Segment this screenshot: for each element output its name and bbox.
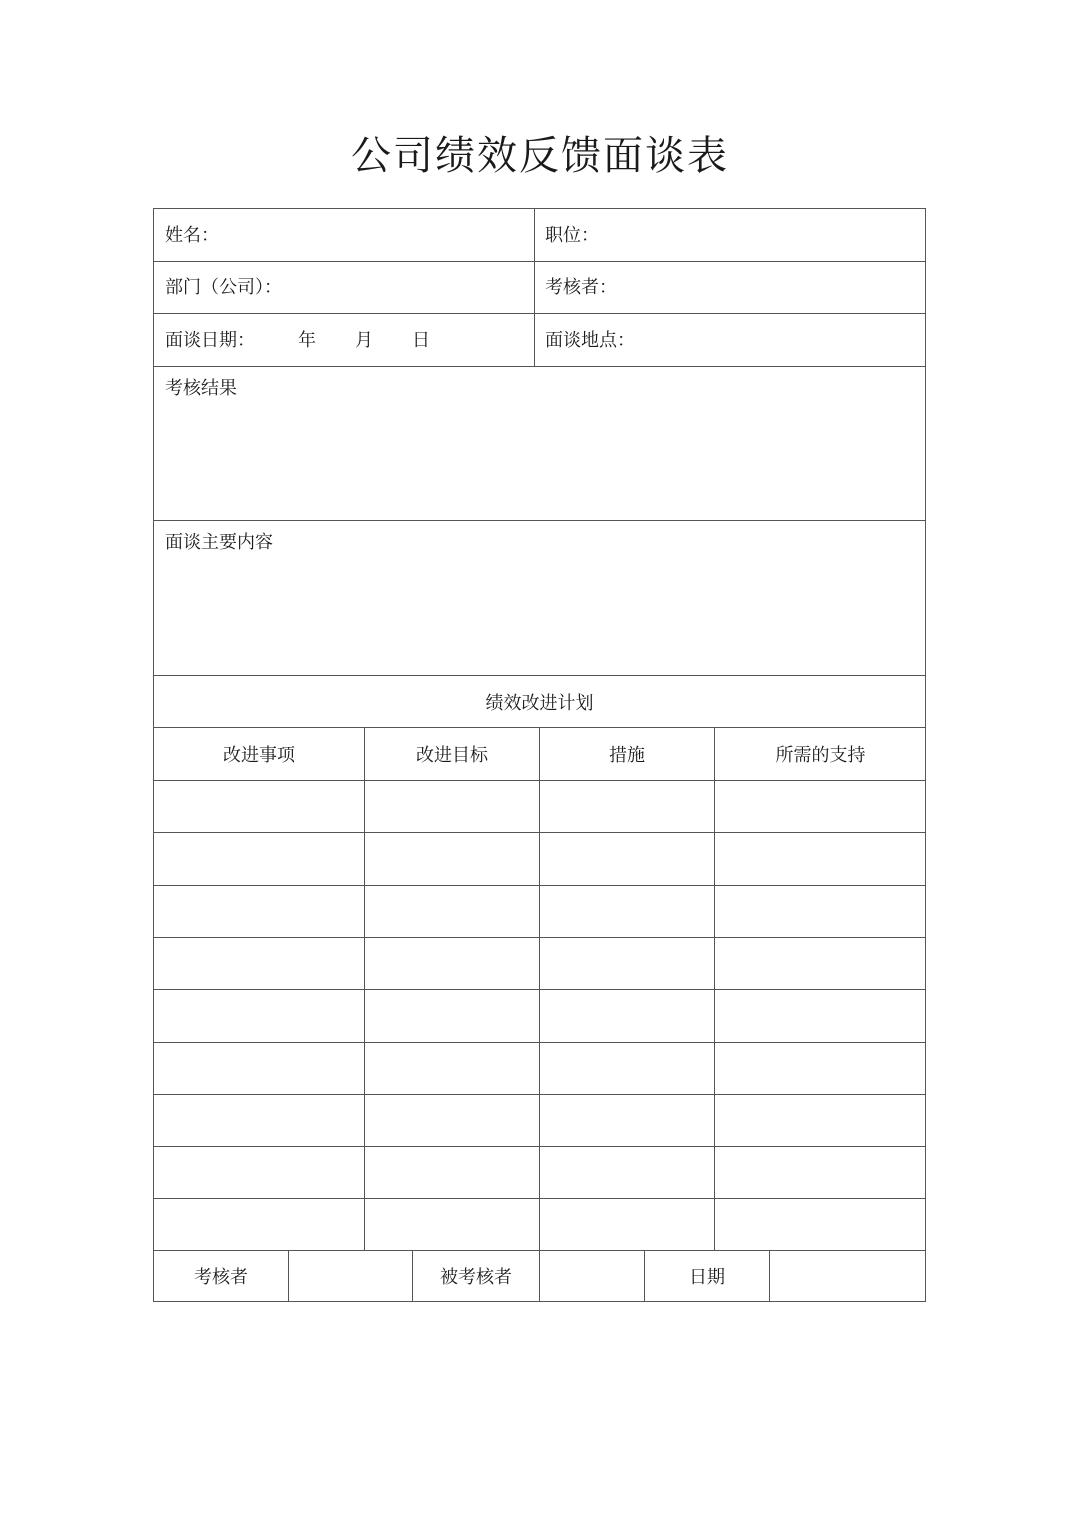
plan-cell-support[interactable] xyxy=(714,938,926,989)
plan-cell-support[interactable] xyxy=(714,1147,926,1198)
plan-cell-item[interactable] xyxy=(154,886,364,937)
location-label: 面谈地点： xyxy=(545,330,635,351)
plan-cell-goal[interactable] xyxy=(364,1095,539,1146)
plan-cell-goal[interactable] xyxy=(364,1147,539,1198)
date-year: 年 xyxy=(298,330,316,351)
plan-cell-measures[interactable] xyxy=(539,1147,714,1198)
plan-row xyxy=(154,1147,925,1199)
plan-cell-measures[interactable] xyxy=(539,1095,714,1146)
plan-cell-measures[interactable] xyxy=(539,1043,714,1094)
plan-cell-item[interactable] xyxy=(154,1043,364,1094)
plan-title: 绩效改进计划 xyxy=(154,676,925,728)
plan-cell-measures[interactable] xyxy=(539,833,714,885)
plan-cell-item[interactable] xyxy=(154,1147,364,1198)
footer-reviewer-field[interactable] xyxy=(288,1251,412,1301)
date-month: 月 xyxy=(355,330,373,351)
reviewer-label: 考核者： xyxy=(545,277,617,298)
plan-cell-measures[interactable] xyxy=(539,1199,714,1250)
signature-row xyxy=(154,1251,925,1301)
plan-cell-item[interactable] xyxy=(154,781,364,832)
plan-cell-item[interactable] xyxy=(154,990,364,1042)
plan-cell-support[interactable] xyxy=(714,1199,926,1250)
position-cell[interactable] xyxy=(534,209,926,261)
plan-cell-goal[interactable] xyxy=(364,781,539,832)
plan-cell-support[interactable] xyxy=(714,833,926,885)
info-row-name xyxy=(154,209,925,262)
plan-cell-goal[interactable] xyxy=(364,1199,539,1250)
plan-row xyxy=(154,886,925,938)
info-row-date xyxy=(154,314,925,367)
plan-row xyxy=(154,1199,925,1251)
plan-cell-support[interactable] xyxy=(714,1095,926,1146)
plan-cell-support[interactable] xyxy=(714,886,926,937)
plan-row xyxy=(154,990,925,1043)
content-section[interactable] xyxy=(154,521,925,676)
plan-row xyxy=(154,1095,925,1147)
footer-date-field[interactable] xyxy=(769,1251,926,1301)
info-row-dept xyxy=(154,262,925,314)
plan-cell-goal[interactable] xyxy=(364,938,539,989)
plan-row xyxy=(154,833,925,886)
footer-reviewee-label: 被考核者 xyxy=(412,1251,539,1301)
plan-cell-goal[interactable] xyxy=(364,1043,539,1094)
plan-cell-measures[interactable] xyxy=(539,886,714,937)
page-title: 公司绩效反馈面谈表 xyxy=(351,133,729,179)
location-cell[interactable] xyxy=(534,314,926,366)
plan-cell-item[interactable] xyxy=(154,1199,364,1250)
plan-cell-support[interactable] xyxy=(714,781,926,832)
plan-cell-goal[interactable] xyxy=(364,990,539,1042)
plan-header-row xyxy=(154,728,925,781)
plan-header-support: 所需的支持 xyxy=(714,728,926,780)
name-label: 姓名： xyxy=(165,225,219,246)
plan-header-goal: 改进目标 xyxy=(364,728,539,780)
reviewer-cell[interactable] xyxy=(534,262,926,313)
feedback-form xyxy=(153,208,926,1302)
plan-cell-support[interactable] xyxy=(714,990,926,1042)
plan-cell-measures[interactable] xyxy=(539,990,714,1042)
footer-date-label: 日期 xyxy=(644,1251,769,1301)
content-label: 面谈主要内容 xyxy=(165,532,273,553)
plan-row xyxy=(154,1043,925,1095)
result-section[interactable] xyxy=(154,367,925,521)
plan-cell-measures[interactable] xyxy=(539,781,714,832)
plan-header-measures: 措施 xyxy=(539,728,714,780)
plan-cell-item[interactable] xyxy=(154,833,364,885)
plan-cell-support[interactable] xyxy=(714,1043,926,1094)
footer-reviewer-label: 考核者 xyxy=(194,1267,248,1288)
date-day: 日 xyxy=(412,330,430,351)
plan-row xyxy=(154,938,925,990)
plan-cell-item[interactable] xyxy=(154,1095,364,1146)
plan-cell-goal[interactable] xyxy=(364,833,539,885)
result-label: 考核结果 xyxy=(165,378,237,399)
plan-cell-item[interactable] xyxy=(154,938,364,989)
plan-cell-goal[interactable] xyxy=(364,886,539,937)
interview-date-label: 面谈日期： xyxy=(165,330,255,351)
plan-header-item: 改进事项 xyxy=(223,745,295,766)
footer-reviewee-field[interactable] xyxy=(539,1251,644,1301)
department-label: 部门（公司）： xyxy=(165,277,282,298)
position-label: 职位： xyxy=(545,225,599,246)
plan-row xyxy=(154,781,925,833)
plan-cell-measures[interactable] xyxy=(539,938,714,989)
